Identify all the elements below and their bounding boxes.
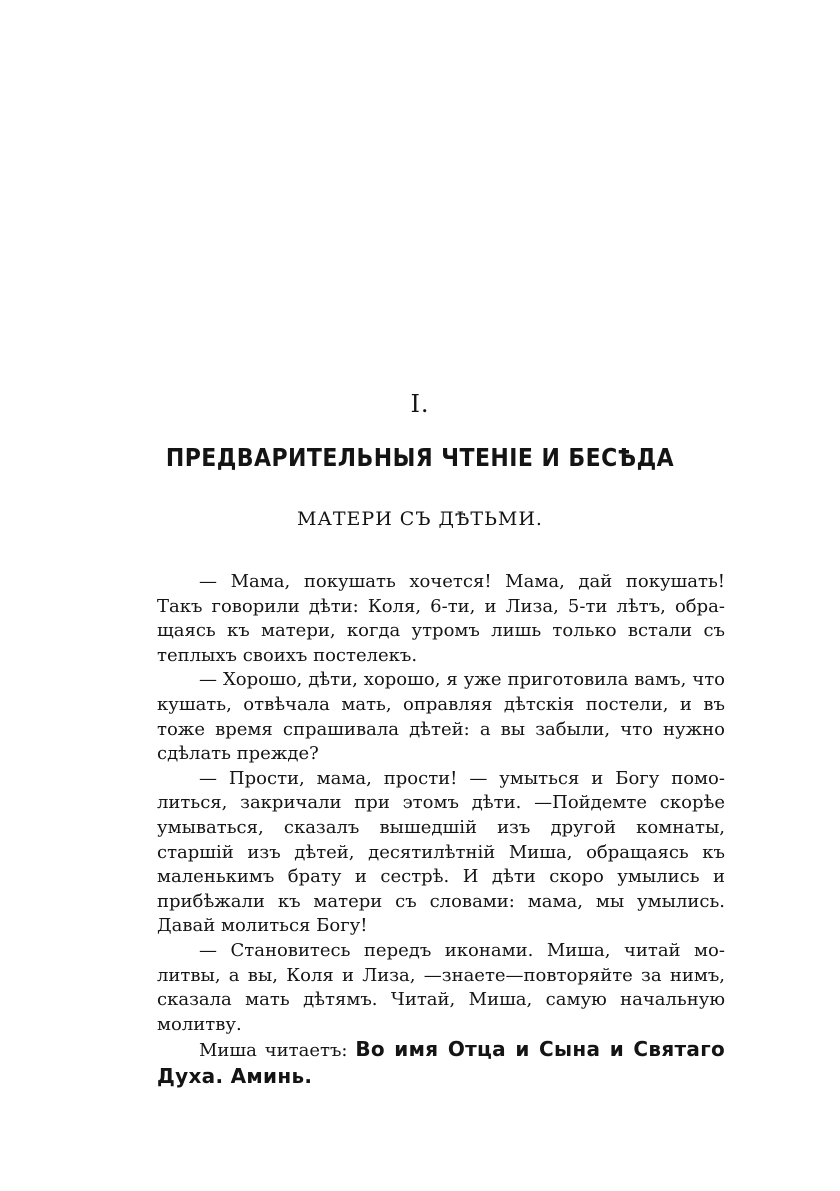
chapter-number: I.	[410, 390, 430, 418]
prayer-paragraph	[157, 1037, 725, 1090]
paragraph: — Прости, мама, прости! — умыться и Богу помолиться, закричали при этомъ дѣти. —Пойдемте скорѣе умываться, сказалъ вышедшій изъ другой комнаты, старшій изъ дѣтей, десятилѣтній Миша, обращаясь къ маленькимъ брату и сестрѣ. И дѣти скоро умылись и прибѣжали къ матери съ словами: мама, мы умылись. Давай молиться Богу!	[157, 767, 725, 937]
prayer-text: Во имя Отца и Сына и Святаго Духа. Аминь.	[157, 1037, 725, 1088]
chapter-title: ПРЕДВАРИТЕЛЬНЫЯ ЧТЕНІЕ И БЕСѢДА	[165, 443, 675, 472]
prayer-intro: Миша читаетъ:	[199, 1040, 356, 1062]
paragraph: — Становитесь передъ иконами. Миша, читай молитвы, а вы, Коля и Лиза, —знаете—повторяйте за нимъ, сказала мать дѣтямъ. Читай, Миша, самую начальную молитву.	[157, 939, 725, 1035]
paragraph: — Мама, покушать хочется! Мама, дай покушать! Такъ говорили дѣти: Коля, 6-ти, и Лиза, 5-ти лѣтъ, обращаясь къ матери, когда утромъ лишь только встали съ теплыхъ своихъ постелекъ.	[157, 571, 725, 666]
paragraph: — Хорошо, дѣти, хорошо, я уже приготовила вамъ, что кушать, отвѣчала мать, оправляя дѣтскія постели, и въ тоже время спрашивала дѣтей: а вы забыли, что нужно сдѣлать прежде?	[157, 669, 725, 765]
body-text	[157, 570, 725, 1090]
chapter-subtitle: МАТЕРИ СЪ ДѢТЬМИ.	[297, 508, 543, 530]
